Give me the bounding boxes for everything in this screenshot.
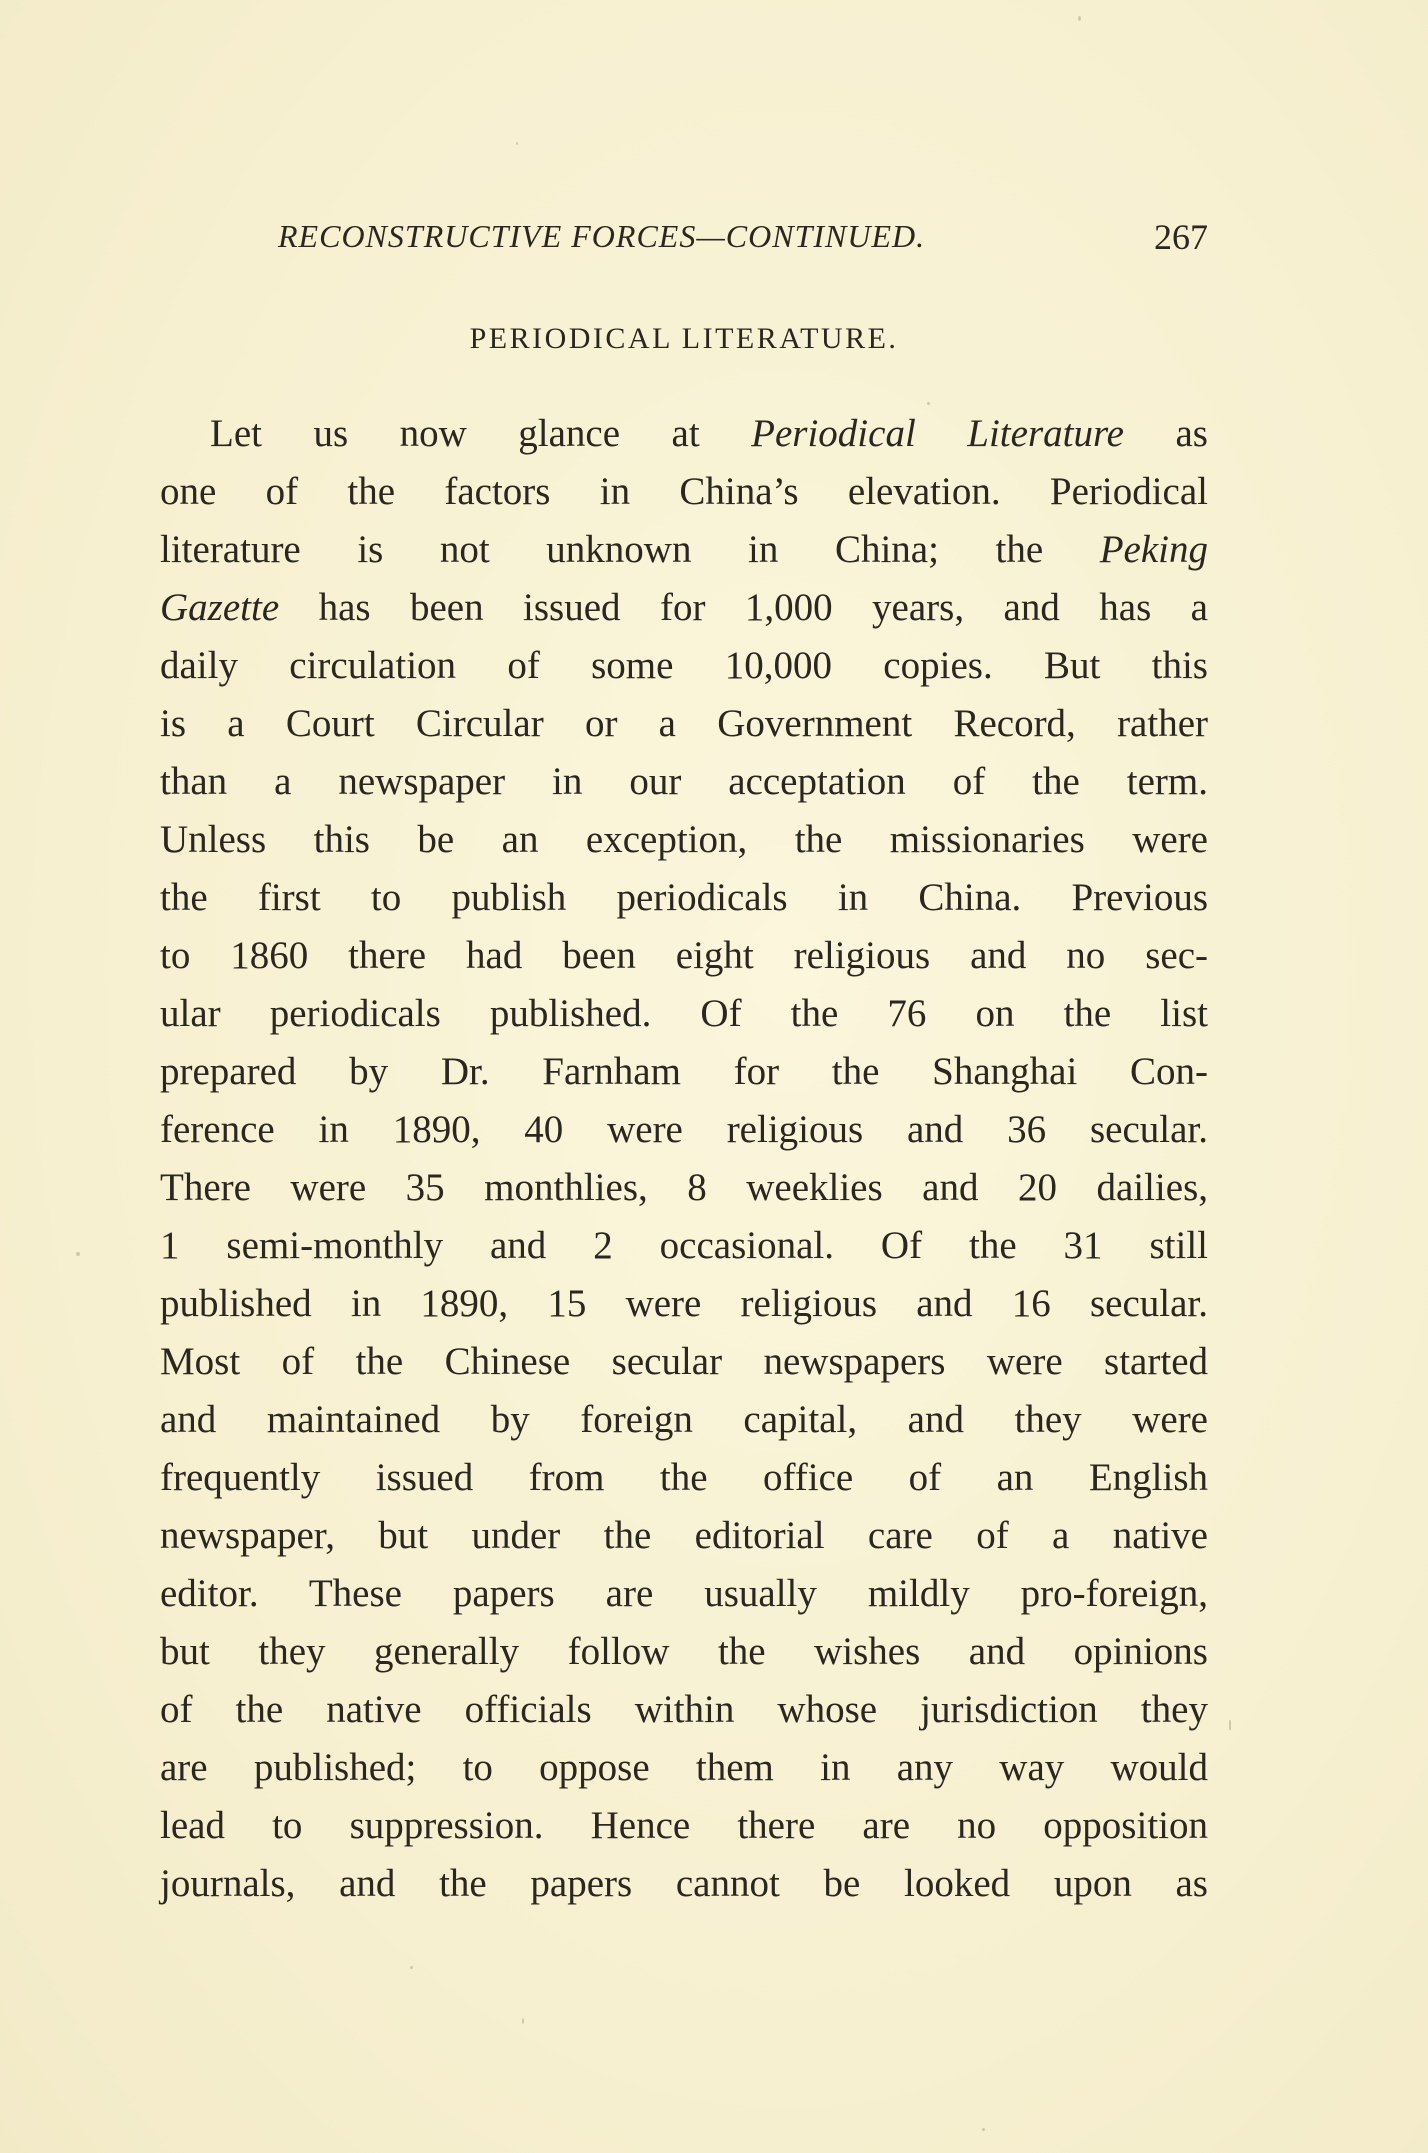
paper-speck xyxy=(516,142,518,145)
text-line xyxy=(160,753,1208,811)
text-line xyxy=(160,1217,1208,1275)
text-line xyxy=(160,811,1208,869)
text-segment: Most of the Chinese secular newspapers were started xyxy=(160,1340,1208,1383)
text-line xyxy=(160,1391,1208,1449)
text-segment: one of the factors in China’s elevation. Periodical xyxy=(160,470,1208,513)
text-line xyxy=(160,1275,1208,1333)
text-segment: 1 semi-monthly and 2 occasional. Of the 31 still xyxy=(160,1224,1208,1267)
text-segment: the first to publish periodicals in China. Previous xyxy=(160,876,1208,919)
text-segment: There were 35 monthlies, 8 weeklies and 20 dailies, xyxy=(160,1166,1208,1209)
page-number: 267 xyxy=(1154,217,1208,257)
text-segment: are published; to oppose them in any way would xyxy=(160,1746,1208,1789)
text-line xyxy=(160,1101,1208,1159)
text-segment: journals, and the papers cannot be looked upon as xyxy=(160,1862,1208,1905)
text-segment: editor. These papers are usually mildly pro-foreign, xyxy=(160,1572,1208,1615)
text-line xyxy=(160,1043,1208,1101)
paper-speck xyxy=(982,2128,985,2131)
text-line xyxy=(160,1681,1208,1739)
text-line xyxy=(160,521,1208,579)
text-segment: is a Court Circular or a Government Record, rather xyxy=(160,702,1208,745)
body-paragraph xyxy=(160,405,1208,1913)
text-segment: literature is not unknown in China; the xyxy=(160,528,1100,571)
text-line xyxy=(160,985,1208,1043)
text-segment: newspaper, but under the editorial care of a native xyxy=(160,1514,1208,1557)
text-line xyxy=(160,695,1208,753)
text-segment: frequently issued from the office of an English xyxy=(160,1456,1208,1499)
text-line xyxy=(160,1159,1208,1217)
text-line xyxy=(160,1507,1208,1565)
text-segment: published in 1890, 15 were religious and 16 secular. xyxy=(160,1282,1208,1325)
text-line xyxy=(160,1449,1208,1507)
section-heading: PERIODICAL LITERATURE. xyxy=(469,322,899,355)
text-line xyxy=(160,927,1208,985)
text-line xyxy=(160,1739,1208,1797)
text-line xyxy=(160,1565,1208,1623)
text-segment: and maintained by foreign capital, and they were xyxy=(160,1398,1208,1441)
text-line xyxy=(160,869,1208,927)
italic-text-segment: Gazette xyxy=(160,586,280,629)
paper-speck xyxy=(927,402,930,405)
text-line xyxy=(160,405,1208,463)
text-segment: lead to suppression. Hence there are no opposition xyxy=(160,1804,1208,1847)
paper-speck xyxy=(522,2018,524,2024)
text-segment: has been issued for 1,000 years, and has a xyxy=(279,586,1208,629)
text-segment: Let us now glance at xyxy=(210,412,752,455)
text-segment: ference in 1890, 40 were religious and 36 secular. xyxy=(160,1108,1208,1151)
text-line xyxy=(160,463,1208,521)
text-segment: than a newspaper in our acceptation of the term. xyxy=(160,760,1208,803)
paper-speck xyxy=(76,1252,80,1256)
running-head xyxy=(160,218,1208,268)
text-segment: but they generally follow the wishes and opinions xyxy=(160,1630,1208,1673)
text-segment: of the native officials within whose jurisdiction they xyxy=(160,1688,1208,1731)
text-segment: Unless this be an exception, the missionaries were xyxy=(160,818,1208,861)
text-segment: daily circulation of some 10,000 copies. But this xyxy=(160,644,1208,687)
paper-speck xyxy=(1229,1720,1231,1730)
text-line xyxy=(160,579,1208,637)
text-line xyxy=(160,1797,1208,1855)
text-line xyxy=(160,1623,1208,1681)
text-line xyxy=(160,1855,1208,1913)
text-segment: ular periodicals published. Of the 76 on the list xyxy=(160,992,1208,1035)
paper-speck xyxy=(410,1966,413,1969)
text-segment: as xyxy=(1124,412,1208,455)
paper-speck xyxy=(1078,16,1081,21)
italic-text-segment: Peking xyxy=(1099,528,1208,571)
text-line xyxy=(160,637,1208,695)
italic-text-segment: Periodical Literature xyxy=(751,412,1124,455)
text-segment: to 1860 there had been eight religious and no sec- xyxy=(160,934,1208,977)
running-head-title: RECONSTRUCTIVE FORCES—CONTINUED. xyxy=(278,218,926,254)
text-segment: prepared by Dr. Farnham for the Shanghai Con- xyxy=(160,1050,1208,1093)
text-line xyxy=(160,1333,1208,1391)
